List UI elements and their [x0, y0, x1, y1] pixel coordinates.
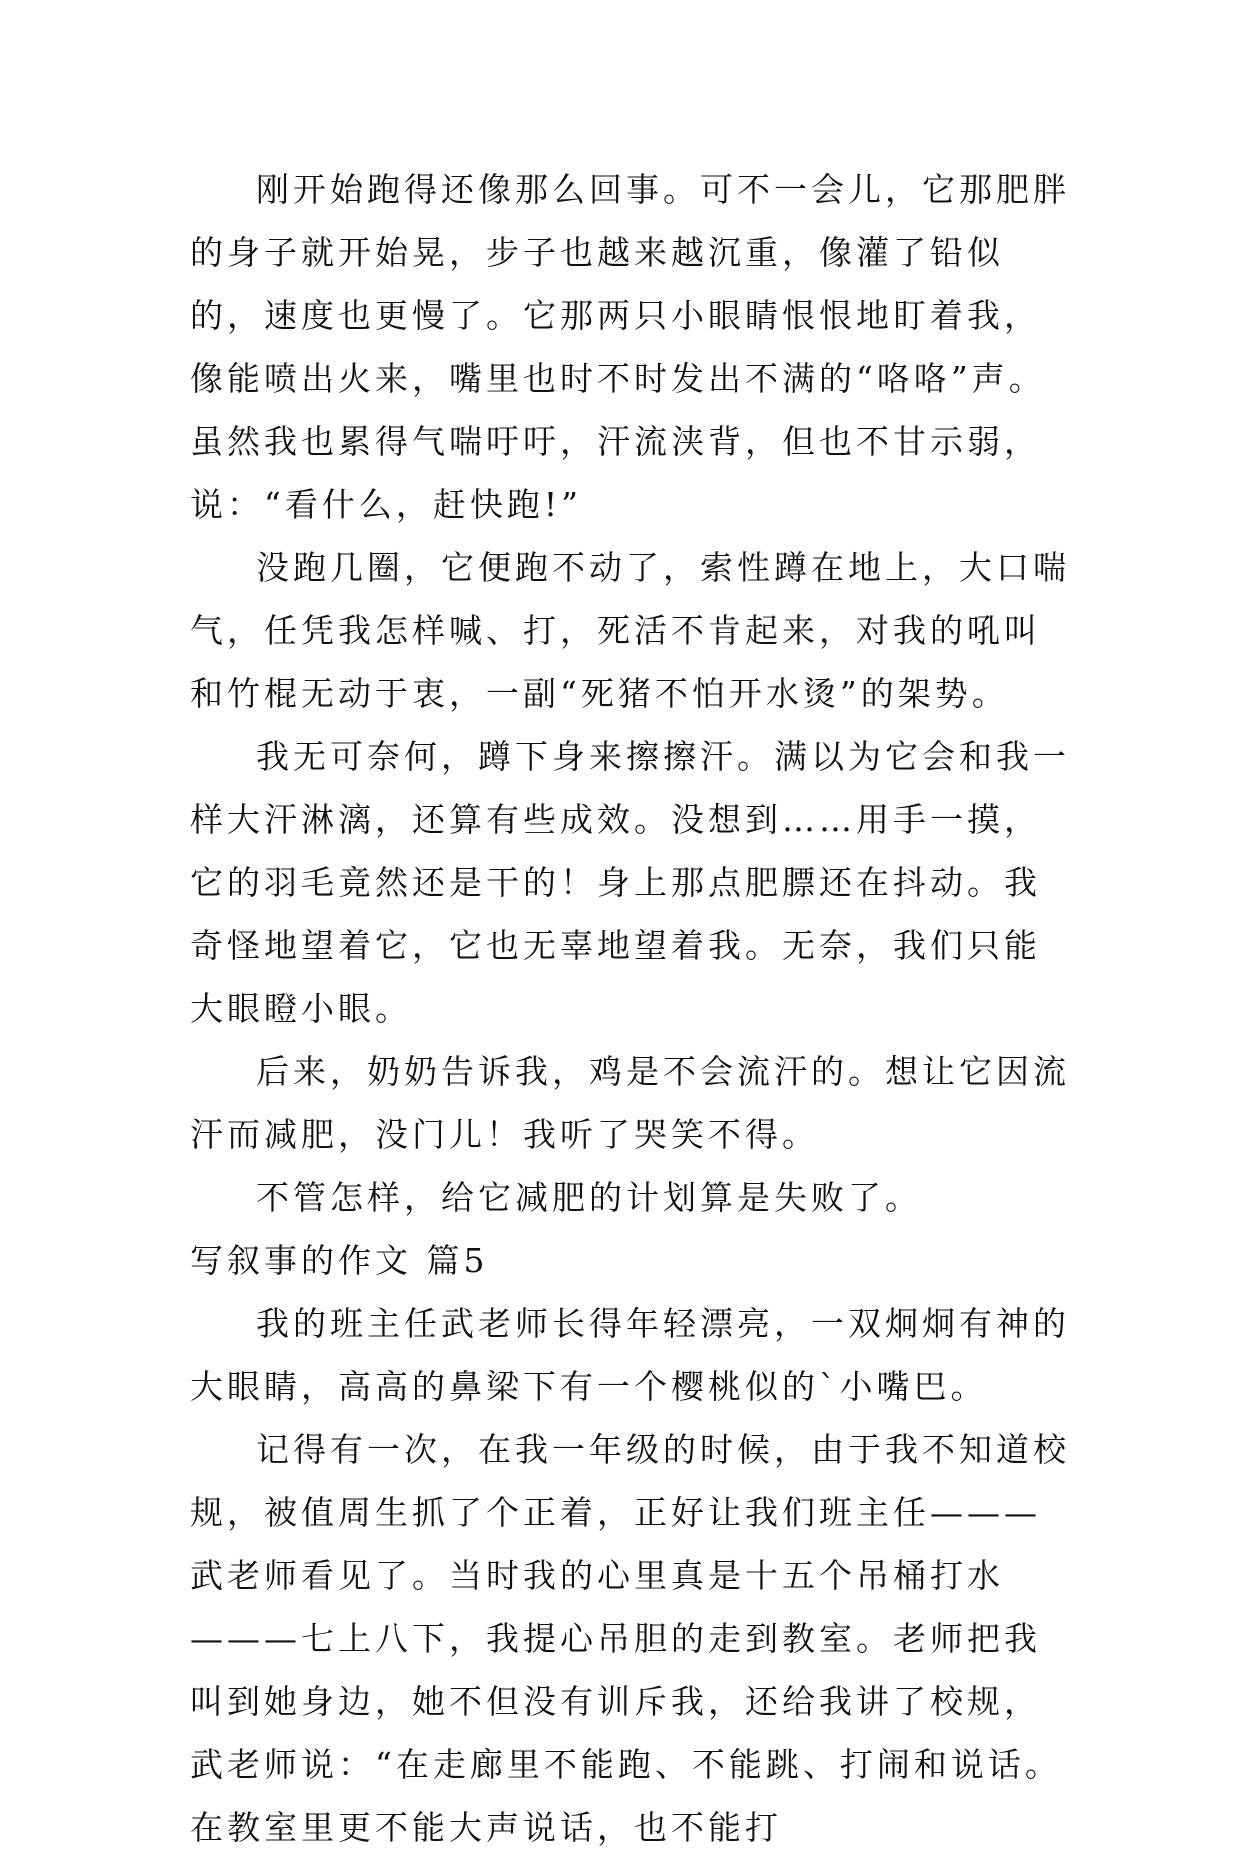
paragraph-chicken-running: 刚开始跑得还像那么回事。可不一会儿，它那肥胖的身子就开始晃，步子也越来越沉重，像灌了铅似的，速度也更慢了。它那两只小眼睛恨恨地盯着我，像能喷出火来，嘴里也时不时发出不满的“咯咯”声。虽然我也累得气喘吁吁，汗流浃背，但也不甘示弱，说：“看什么，赶快跑!”	[190, 170, 1070, 524]
paragraph-chicken-stops: 没跑几圈，它便跑不动了，索性蹲在地上，大口喘气，任凭我怎样喊、打，死活不肯起来，对我的吼叫和竹棍无动于衷，一副“死猪不怕开水烫”的架势。	[190, 548, 1070, 713]
paragraph-grandma-tells: 后来，奶奶告诉我，鸡是不会流汗的。想让它因流汗而减肥，没门儿！我听了哭笑不得。	[190, 1052, 1070, 1154]
paragraph-plan-failed: 不管怎样，给它减肥的计划算是失败了。	[256, 1178, 922, 1217]
paragraph-first-grade-memory: 记得有一次，在我一年级的时候，由于我不知道校规，被值周生抓了个正着，正好让我们班主任———武老师看见了。当时我的心里真是十五个吊桶打水———七上八下，我提心吊胆的走到教室。老师把我叫到她身边，她不但没有训斥我，还给我讲了校规，武老师说：“在走廊里不能跑、不能跳、打闹和说话。在教室里更不能大声说话，也不能打	[190, 1430, 1070, 1847]
paragraph-wipe-sweat: 我无可奈何，蹲下身来擦擦汗。满以为它会和我一样大汗淋漓，还算有些成效。没想到……用手一摸，它的羽毛竟然还是干的！身上那点肥膘还在抖动。我奇怪地望着它，它也无辜地望着我。无奈，我们只能大眼瞪小眼。	[190, 737, 1070, 1028]
document-page	[190, 158, 1070, 1859]
paragraph-teacher-description: 我的班主任武老师长得年轻漂亮，一双炯炯有神的大眼睛，高高的鼻梁下有一个樱桃似的`小嘴巴。	[190, 1304, 1070, 1406]
section-heading: 写叙事的作文 篇5	[190, 1241, 489, 1280]
